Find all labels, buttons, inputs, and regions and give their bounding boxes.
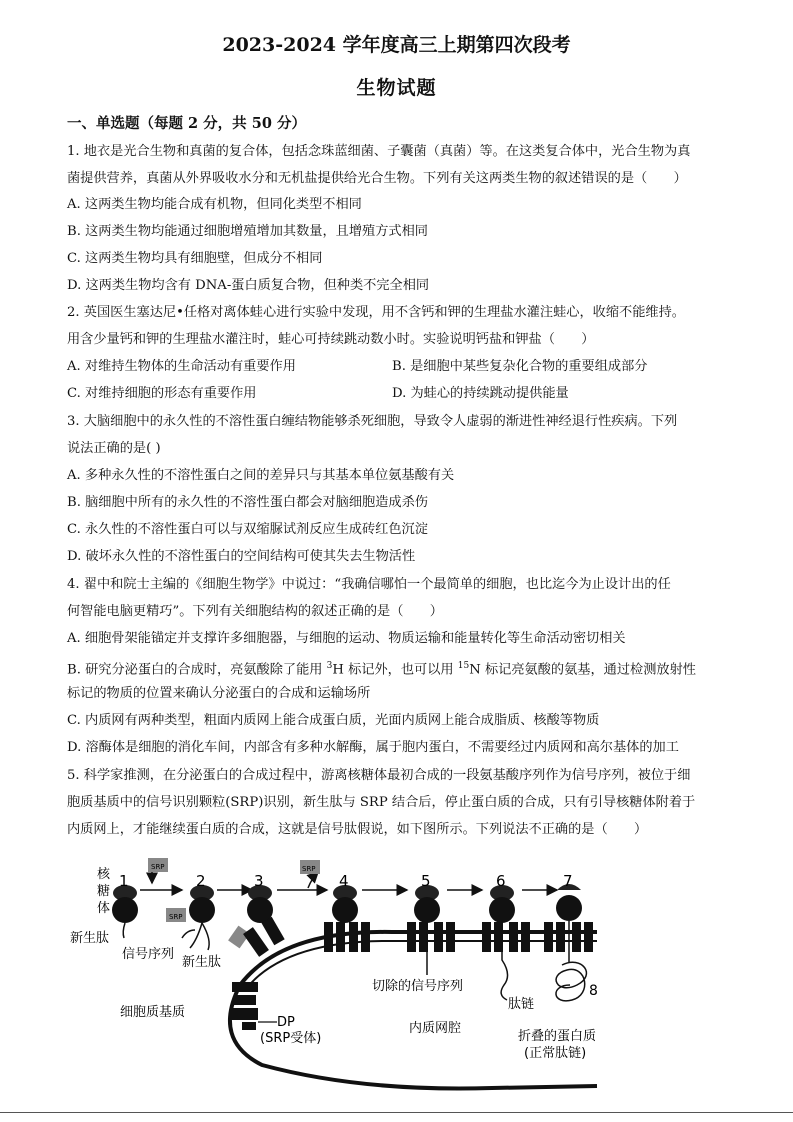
q1-stem-line1: 1. 地衣是光合生物和真菌的复合体，包括念珠蓝细菌、子囊菌（真菌）等。在这类复合体中，光合生物为真: [67, 144, 691, 159]
ribosome-label-char1: 核: [97, 867, 111, 882]
q4-option-d: D. 溶酶体是细胞的消化车间，内部含有多种水解酶，属于胞内蛋白，不需要经过内质网和高尔基体的加工: [67, 740, 679, 755]
step-label-3: 3: [254, 872, 264, 890]
q2-option-a: A. 对维持生物体的生命活动有重要作用: [67, 359, 296, 374]
q4-option-c: C. 内质网有两种类型，粗面内质网上能合成蛋白质，光面内质网上能合成脂质、核酸等物质: [67, 713, 600, 728]
q3-stem-line2: 说法正确的是( ): [67, 441, 161, 456]
ribosome-label-char3: 体: [97, 901, 111, 916]
ribosome-2: [189, 885, 215, 923]
q1-option-d: D. 这两类生物均含有 DNA-蛋白质复合物，但种类不完全相同: [67, 278, 430, 293]
q4-option-b: [67, 657, 696, 679]
q4-option-b-part2: H 标记外，也可以用: [332, 662, 458, 678]
q2-option-d: D. 为蛙心的持续跳动提供能量: [392, 386, 569, 401]
q4-option-b-part3: N 标记亮氨酸的氨基，通过检测放射性: [469, 662, 696, 678]
ribosome-1: [112, 885, 138, 923]
exam-title: 2023-2024 学年度高三上期第四次段考: [222, 34, 571, 56]
exam-subtitle: 生物试题: [356, 77, 437, 99]
q3-option-a: A. 多种永久性的不溶性蛋白之间的差异只与其基本单位氨基酸有关: [67, 468, 455, 483]
folded-protein-coil: [556, 962, 586, 1001]
q3-option-b: B. 脑细胞中所有的永久性的不溶性蛋白都会对脑细胞造成杀伤: [67, 495, 428, 510]
q1-stem-line2: 菌提供营养，真菌从外界吸收水分和无机盐提供给光合生物。下列有关这两类生物的叙述错误的是（ ）: [67, 171, 687, 186]
q1-option-a: A. 这两类生物均能合成有机物，但同化类型不相同: [67, 197, 362, 212]
signal-sequence-pointer: [182, 930, 195, 938]
cleaved-signal-label: 切除的信号序列: [372, 979, 464, 994]
q3-option-d: D. 破坏永久性的不溶性蛋白的空间结构可使其失去生物活性: [67, 549, 416, 564]
translocon-channels: [243, 917, 593, 957]
step-label-7: 7: [563, 872, 573, 890]
q2-stem-line1: 2. 英国医生塞达尼•任格对离体蛙心进行实验中发现，用不含钙和钾的生理盐水灌注蛙心，收缩不能维持。: [67, 305, 685, 320]
srp-label-3: SRP: [302, 865, 316, 873]
q5-stem-line3: 内质网上，才能继续蛋白质的合成，这就是信号肽假说，如下图所示。下列说法不正确的是（ ）: [67, 822, 648, 837]
q4-stem-line2: 何智能电脑更精巧”。下列有关细胞结构的叙述正确的是（ ）: [67, 604, 443, 619]
q4-option-b-isotope-h: 3: [326, 661, 333, 671]
srp-label-1: SRP: [151, 863, 165, 871]
folded-protein-label: 折叠的蛋白质: [518, 1029, 597, 1044]
nascent-peptide-2: [190, 923, 202, 948]
ribosome-label: [97, 866, 111, 916]
q3-stem-line1: 3. 大脑细胞中的永久性的不溶性蛋白缠结物能够杀死细胞，导致令人虚弱的渐进性神经退行性疾病。下列: [67, 414, 678, 429]
step-label-4: 4: [339, 872, 349, 890]
page-bottom-rule: [0, 1112, 793, 1113]
q2-option-c: C. 对维持细胞的形态有重要作用: [67, 386, 257, 401]
q4-option-a: A. 细胞骨架能锚定并支撑许多细胞器，与细胞的运动、物质运输和能量转化等生命活动密切相关: [67, 631, 626, 646]
srp-label-2: SRP: [169, 913, 183, 921]
srp-receptor-dp: [230, 982, 258, 1030]
normal-peptide-label: (正常肽链): [524, 1046, 587, 1061]
ribosome-label-char2: 糖: [97, 884, 111, 899]
peptide-chain: [501, 923, 507, 1000]
q3-option-c: C. 永久性的不溶性蛋白可以与双缩脲试剂反应生成砖红色沉淀: [67, 522, 428, 537]
er-membrane: [240, 932, 597, 985]
peptide-chain-label: 肽链: [508, 997, 535, 1012]
dp-label: DP: [277, 1015, 295, 1030]
q1-option-b: B. 这两类生物均能通过细胞增殖增加其数量，且增殖方式相同: [67, 224, 428, 239]
signal-sequence-label: 信号序列: [122, 947, 175, 962]
step-label-1: 1: [119, 872, 129, 890]
er-lumen-label: 内质网腔: [409, 1021, 462, 1036]
q4-option-b-isotope-n: 15: [457, 661, 470, 671]
ribosome-3: [247, 885, 273, 923]
section-heading: 一、单选题（每题 2 分，共 50 分）: [67, 115, 306, 132]
step-label-2: 2: [196, 872, 206, 890]
ribosome-6: [489, 885, 515, 923]
q5-stem-line1: 5. 科学家推测，在分泌蛋白的合成过程中，游离核糖体最初合成的一段氨基酸序列作为信号序列，被位于细: [67, 768, 691, 783]
q2-option-b: B. 是细胞中某些复杂化合物的重要组成部分: [392, 359, 648, 374]
q1-option-c: C. 这两类生物均具有细胞壁，但成分不相同: [67, 251, 323, 266]
q2-stem-line2: 用含少量钙和钾的生理盐水灌注时，蛙心可持续跳动数小时。实验说明钙盐和钾盐（ ）: [67, 332, 595, 347]
q4-option-b-line2: 标记的物质的位置来确认分泌蛋白的合成和运输场所: [67, 686, 371, 701]
nascent-peptide-label: 新生肽: [70, 931, 110, 946]
ribosome-4: [332, 885, 358, 923]
step-label-5: 5: [421, 872, 431, 890]
nascent-peptide-label-2: 新生肽: [182, 955, 222, 970]
q4-option-b-part1: B. 研究分泌蛋白的合成时，亮氨酸除了能用: [67, 662, 327, 678]
step-label-6: 6: [496, 872, 506, 890]
q5-stem-line2: 胞质基质中的信号识别颗粒(SRP)识别，新生肽与 SRP 结合后，停止蛋白质的合成，只有引导核糖体附着于: [67, 795, 696, 810]
q4-stem-line1: 4. 翟中和院士主编的《细胞生物学》中说过：“我确信哪怕一个最简单的细胞，也比迄今为止设计出的任: [67, 577, 671, 592]
signal-hypothesis-diagram: [62, 850, 622, 1095]
nascent-peptide-1: [123, 923, 125, 938]
ribosome-5: [414, 885, 440, 923]
step-label-8: 8: [589, 983, 598, 999]
cytoplasm-matrix-label: 细胞质基质: [120, 1005, 186, 1020]
srp-receptor-label: (SRP受体): [260, 1031, 322, 1046]
